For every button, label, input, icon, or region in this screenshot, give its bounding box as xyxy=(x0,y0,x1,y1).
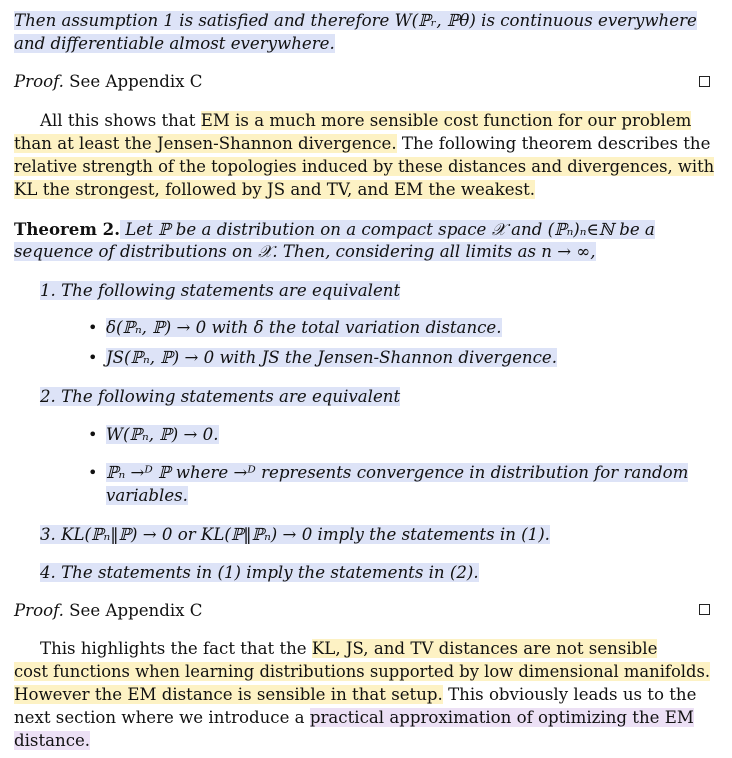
highlight-purple: practical approximation of optimizing the EM xyxy=(309,708,694,727)
text-line xyxy=(14,707,694,729)
highlight-blue: 4. The statements in (1) imply the statements in (2). xyxy=(40,563,479,582)
plain-text: This highlights the fact that the xyxy=(40,639,312,658)
highlight-blue: JS(ℙₙ, ℙ) → 0 with JS the Jensen-Shannon divergence. xyxy=(106,348,558,367)
list-subitem xyxy=(106,485,188,507)
text-line xyxy=(14,156,714,178)
highlight-blue: and differentiable almost everywhere. xyxy=(14,34,335,53)
highlight-blue: δ(ℙₙ, ℙ) → 0 with δ the total variation distance. xyxy=(106,318,502,337)
highlight-yellow: KL the strongest, followed by JS and TV, and EM the weakest. xyxy=(14,180,536,199)
plain-text: All this shows that xyxy=(40,111,201,130)
text-line xyxy=(40,110,691,132)
plain-text: The following theorem describes the xyxy=(396,134,711,153)
text-line xyxy=(14,661,710,683)
proof-text: See Appendix C xyxy=(63,601,203,620)
proof-label: Proof. xyxy=(14,72,64,91)
highlight-blue: 3. KL(ℙₙ‖ℙ) → 0 or KL(ℙ‖ℙₙ) → 0 imply the statements in (1). xyxy=(40,525,550,544)
highlight-yellow: cost functions when learning distributions supported by low dimensional manifolds. xyxy=(14,662,711,681)
highlight-yellow: However the EM distance is sensible in that setup. xyxy=(14,685,443,704)
list-subitem xyxy=(106,462,688,484)
bullet-icon: • xyxy=(88,463,98,482)
highlight-blue: Let ℙ be a distribution on a compact space 𝒳 and (ℙₙ)ₙ∈ℕ be a xyxy=(120,220,655,239)
text-line xyxy=(14,33,335,55)
bullet-icon: • xyxy=(88,318,98,337)
highlight-blue: 2. The following statements are equivalent xyxy=(40,387,401,406)
highlight-blue: sequence of distributions on 𝒳. Then, considering all limits as n → ∞, xyxy=(14,242,596,261)
qed-square-icon xyxy=(699,604,710,615)
list-item xyxy=(40,386,400,408)
list-item xyxy=(40,562,479,584)
bullet-icon: • xyxy=(88,348,98,367)
theorem-line xyxy=(14,218,655,240)
highlight-blue: ℙₙ →ᴰ ℙ where →ᴰ represents convergence in distribution for random xyxy=(106,463,689,482)
theorem-label: Theorem 2. xyxy=(14,219,120,239)
list-subitem xyxy=(106,347,557,369)
text-line xyxy=(14,684,696,706)
proof-text: See Appendix C xyxy=(63,72,203,91)
bullet-icon: • xyxy=(88,425,98,444)
highlight-yellow: KL, JS, and TV distances are not sensible xyxy=(311,639,658,658)
list-subitem xyxy=(106,317,502,339)
text-line xyxy=(14,133,710,155)
text-line xyxy=(14,730,90,752)
text-line xyxy=(14,179,535,201)
highlight-blue: 1. The following statements are equivalent xyxy=(40,281,401,300)
proof-line xyxy=(14,600,202,622)
proof-line xyxy=(14,71,202,93)
highlight-purple: distance. xyxy=(14,731,91,750)
plain-text: This obviously leads us to the xyxy=(442,685,697,704)
text-line xyxy=(40,638,657,660)
plain-text: next section where we introduce a xyxy=(14,708,310,727)
list-subitem xyxy=(106,424,219,446)
text-line xyxy=(14,10,697,32)
theorem-line xyxy=(14,241,596,263)
highlight-blue: W(ℙₙ, ℙ) → 0. xyxy=(106,425,219,444)
list-item xyxy=(40,280,400,302)
proof-label: Proof. xyxy=(14,601,64,620)
highlight-blue: Then assumption 1 is satisfied and therefore W(ℙᵣ, ℙθ) is continuous everywhere xyxy=(14,11,697,30)
highlight-yellow: than at least the Jensen-Shannon divergence. xyxy=(14,134,397,153)
list-item xyxy=(40,524,550,546)
qed-square-icon xyxy=(699,76,710,87)
highlight-blue: variables. xyxy=(106,486,188,505)
highlight-yellow: EM is a much more sensible cost function for our problem xyxy=(200,111,692,130)
highlight-yellow: relative strength of the topologies induced by these distances and divergences, with xyxy=(14,157,715,176)
